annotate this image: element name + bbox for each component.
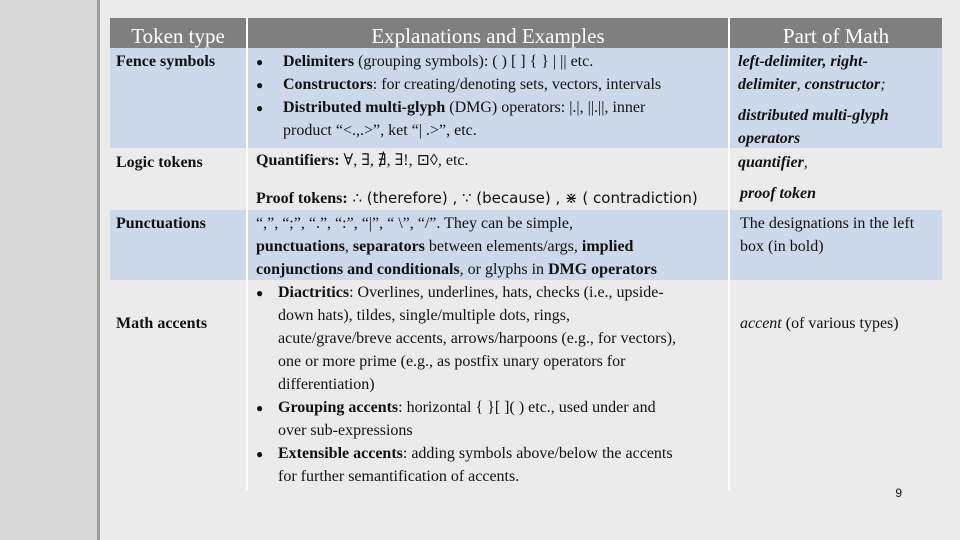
part-punct-line2: box (in bold): [740, 238, 824, 255]
part-fence-line1: left-delimiter, right-: [738, 53, 868, 70]
part-punct-line1: The designations in the left: [740, 215, 915, 232]
accents-diacritics-line3: acute/grave/breve accents, arrows/harpoons (e.g., for vectors),: [278, 330, 677, 347]
math-token-table: [110, 18, 942, 500]
accents-extensible-line1: Extensible accents: adding symbols above/below the accents: [278, 445, 673, 462]
part-fence-line3: distributed multi-glyph: [738, 107, 889, 124]
accents-diacritics-line1: Diactritics: Overlines, underlines, hats, checks (i.e., upside-: [278, 284, 664, 301]
logic-quantifiers: Quantifiers: ∀, ∃, ∄, ∃!, ⊡◊, etc.: [256, 152, 469, 169]
fence-bullet-constructors: Constructors: for creating/denoting sets, vectors, intervals: [283, 76, 662, 93]
accents-diacritics-line2: down hats), tildes, single/multiple dots, rings,: [278, 307, 570, 324]
punct-line3: conjunctions and conditionals, or glyphs in DMG operators: [256, 261, 657, 278]
token-type-logic: Logic tokens: [116, 154, 203, 171]
page-number: 9: [895, 486, 902, 500]
bullet-icon: ●: [256, 447, 264, 461]
part-fence-line4: operators: [738, 130, 801, 147]
accents-diacritics-line4: one or more prime (e.g., as postfix unary operators for: [278, 353, 626, 370]
part-accent: accent (of various types): [740, 315, 899, 332]
punct-line2: punctuations, separators between elements/args, implied: [256, 238, 634, 255]
left-sidebar-bar: [0, 0, 100, 540]
accents-diacritics-line5: differentiation): [278, 376, 375, 393]
part-fence-line2: delimiter, constructor;: [738, 76, 886, 93]
accents-grouping-line2: over sub-expressions: [278, 422, 413, 439]
fence-bullet-dmg-cont: product “<.,.>”, ket “| .>”, etc.: [283, 122, 477, 139]
header-explanations: Explanations and Examples: [248, 18, 728, 48]
column-separator-1: [246, 18, 248, 490]
bullet-icon: ●: [256, 78, 264, 92]
token-type-punctuations: Punctuations: [116, 215, 206, 232]
bullet-icon: ●: [256, 101, 264, 115]
fence-bullet-delimiters: Delimiters (grouping symbols): ( ) [ ] { } | || etc.: [283, 53, 594, 70]
header-part-of-math: Part of Math: [730, 18, 942, 48]
header-token-type: Token type: [110, 18, 246, 48]
logic-proof-tokens: Proof tokens: ∴ (therefore) , ∵ (because) , ⋇ ( contradiction): [256, 189, 698, 207]
bullet-icon: ●: [256, 401, 264, 415]
fence-bullet-dmg: Distributed multi-glyph (DMG) operators: |.|, ||.||, inner: [283, 99, 646, 116]
token-type-fence: Fence symbols: [116, 53, 216, 70]
part-proof-token: proof token: [740, 185, 816, 202]
column-separator-2: [728, 18, 730, 490]
accents-grouping-line1: Grouping accents: horizontal { }[ ]( ) etc., used under and: [278, 399, 656, 416]
sidebar-rule: [97, 0, 100, 540]
bullet-icon: ●: [256, 55, 264, 69]
part-logic-quantifier: quantifier,: [738, 154, 808, 171]
punct-line1: “,”, “;”, “.”, “:”, “|”, “ \”, “/”. They can be simple,: [256, 215, 573, 232]
bullet-icon: ●: [256, 286, 264, 300]
accents-extensible-line2: for further semantification of accents.: [278, 468, 520, 485]
token-type-math-accents: Math accents: [116, 315, 208, 332]
